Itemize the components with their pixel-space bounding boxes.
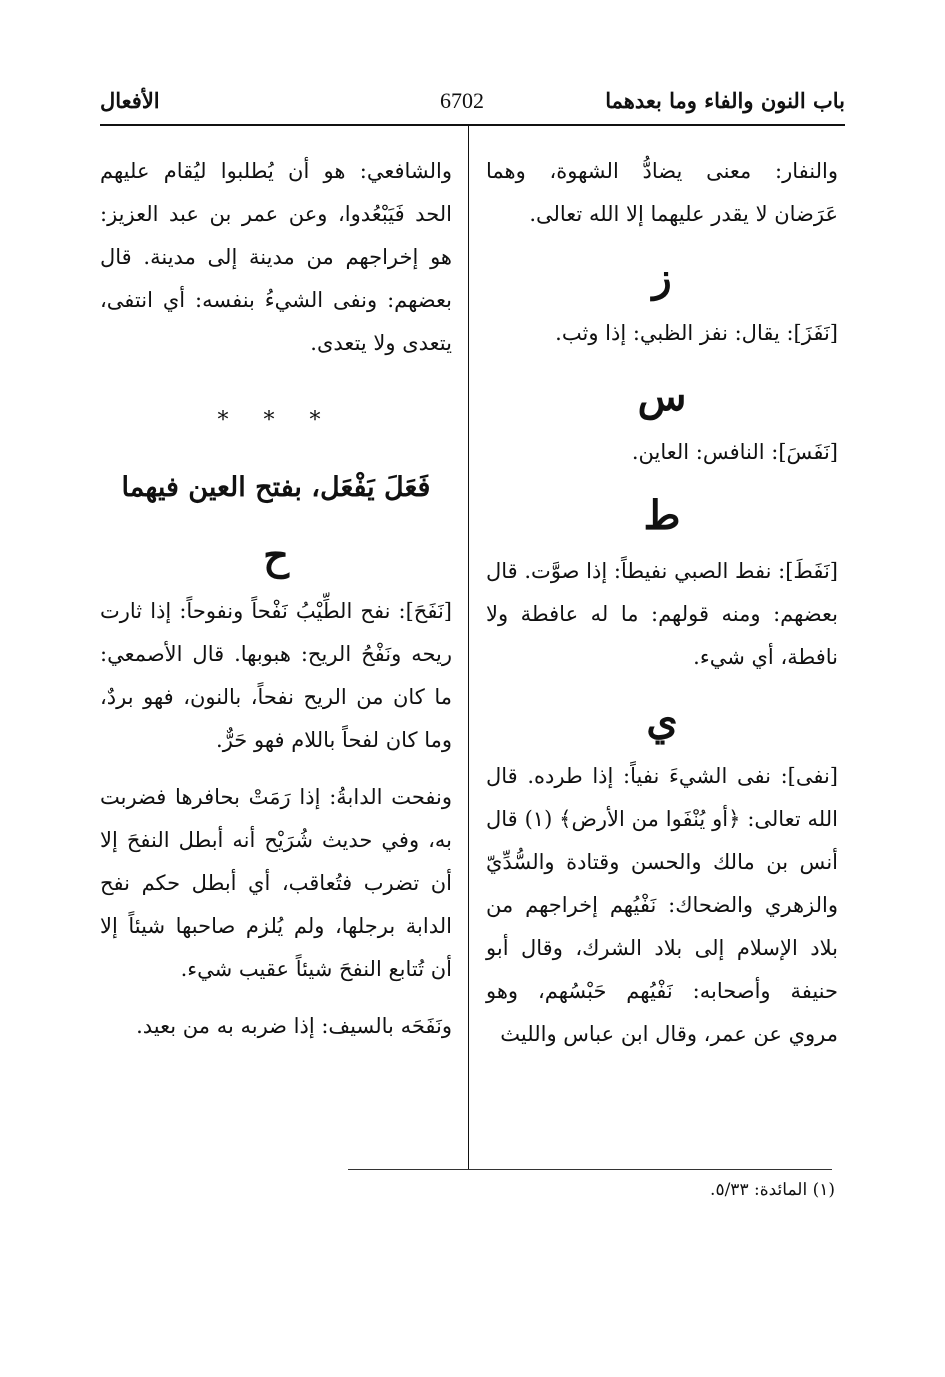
letter-heading-ya: ي — [646, 697, 678, 744]
letter-heading-zay: ز — [652, 254, 672, 301]
running-head-chapter: باب النون والفاء وما بعدهما — [605, 88, 845, 113]
section-title: فَعَلَ يَفْعَل، بفتح العين فيهما — [121, 472, 431, 503]
entry-nifar: والنفار: معنى يضادُّ الشهوة، وهما عَرَضان لا يقدر عليهما إلا الله تعالى. — [486, 159, 838, 226]
entry-nafa: [نفى]: نفى الشيءَ نفياً: إذا طرده. قال الله تعالى: ﴿أو يُنْفَوا من الأرض﴾ (١) قال أنس بن مالك والحسن وقتادة والسُّدِّيّ والزهري والضحاك: نَفْيُهم إخراجهم من بلاد الإسلام إلى بلاد الشرك، وقال أبو حنيفة وأصحابه: نَفْيُهم حَبْسُهم، وهو مروي عن عمر، وقال ابن عباس والليث — [486, 764, 838, 1046]
letter-heading-sin: س — [637, 373, 687, 420]
column-divider — [468, 126, 469, 1170]
footnote: (١) المائدة: ٥/٣٣. — [710, 1180, 835, 1200]
header-rule — [100, 124, 845, 126]
right-column — [486, 150, 838, 1056]
letter-heading-ta: ط — [643, 492, 681, 539]
entry-nafa-continued: والشافعي: هو أن يُطلبوا ليُقام عليهم الحد فَيَبْعُدوا، وعن عمر بن عبد العزيز: هو إخراجهم من مدينة إلى مدينة. قال بعضهم: ونفى الشيءُ بنفسه: أي انتفى، يتعدى ولا يتعدى. — [100, 159, 452, 355]
section-separator-stars: * * * — [217, 408, 335, 433]
page-number: 6702 — [440, 88, 484, 113]
left-column — [100, 150, 452, 1048]
page-header — [100, 84, 845, 124]
entry-nafaza: [نَفَزَ]: يقال: نفز الظبي: إذا وثب. — [555, 321, 838, 345]
running-head-section: الأفعال — [100, 88, 160, 113]
entry-nafahahu-bissayf: ونَفَحَه بالسيف: إذا ضربه به من بعيد. — [136, 1014, 452, 1038]
letter-heading-ha: ح — [263, 532, 289, 579]
entry-nafasa: [نَفَسَ]: النافس: العاين. — [631, 440, 838, 464]
footnote-rule — [348, 1169, 832, 1170]
entry-nafaha: [نَفَحَ]: نفح الطِّيْبُ نَفْحاً ونفوحاً: إذا ثارت ريحه ونَفْحُ الريح: هبوبها. قال الأصمعي: ما كان من الريح نفحاً، بالنون، فهو بردٌ، وما كان لفحاً باللام فهو حَرٌّ. — [100, 599, 452, 752]
entry-nafata: [نَفَطَ]: نفط الصبي نفيطاً: إذا صوَّت. قال بعضهم: ومنه قولهم: ما له عافطة ولا نافطة، أي شيء. — [486, 559, 838, 669]
entry-nafahat-addabba: ونفحت الدابةُ: إذا رَمَتْ بحافرها فضربت به، وفي حديث شُرَيْح أنه أبطل النفحَ إلا أن تضرب فتُعاقب، أي أبطل حكم نفح الدابة برجلها، ولم يُلزم صاحبها شيئاً إلا أن تُتابع النفحَ شيئاً عقيب شيء. — [100, 785, 452, 981]
